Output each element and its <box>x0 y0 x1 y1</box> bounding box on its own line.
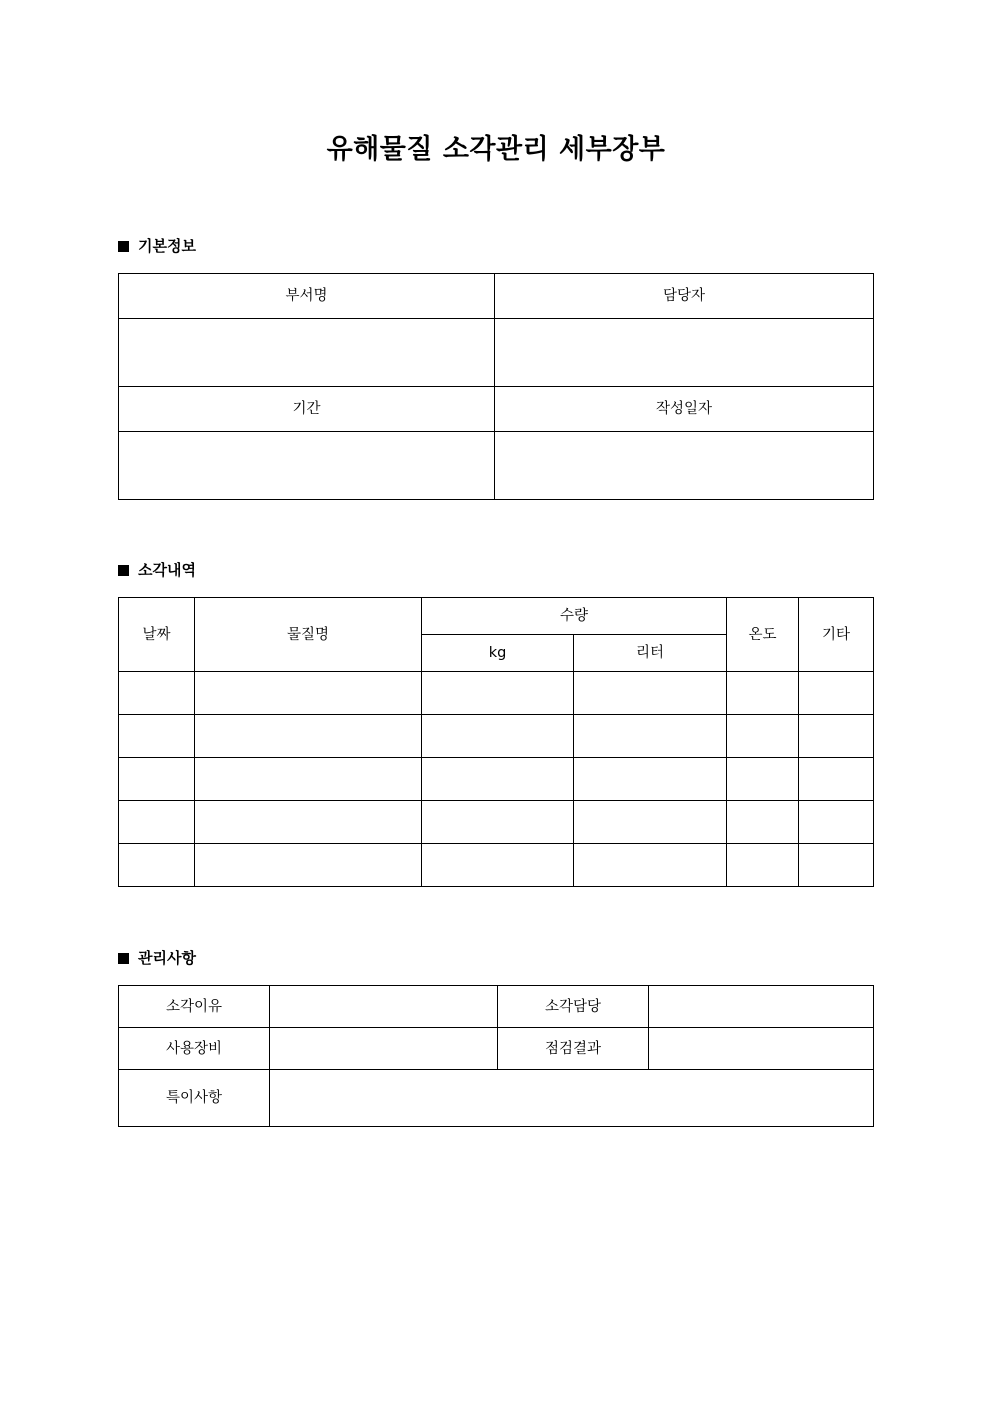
header-cell-period: 기간 <box>119 387 495 432</box>
label-cell-inspection-result: 점검결과 <box>498 1028 649 1070</box>
table-row <box>119 387 874 432</box>
input-cell-burn-reason[interactable] <box>270 986 498 1028</box>
cell-quantity-liter[interactable] <box>574 801 727 844</box>
table-row <box>119 715 874 758</box>
input-cell-department[interactable] <box>119 319 495 387</box>
table-row <box>119 319 874 387</box>
table-row <box>119 672 874 715</box>
cell-quantity-liter[interactable] <box>574 715 727 758</box>
square-bullet-icon <box>118 565 129 576</box>
input-cell-written-date[interactable] <box>495 432 874 500</box>
section-heading-label: 관리사항 <box>138 949 196 968</box>
label-cell-remarks: 특이사항 <box>119 1070 270 1127</box>
cell-date[interactable] <box>119 844 195 887</box>
section-heading-burn-record <box>118 563 874 578</box>
cell-quantity-liter[interactable] <box>574 672 727 715</box>
cell-temperature[interactable] <box>727 844 799 887</box>
cell-substance[interactable] <box>195 844 422 887</box>
header-cell-quantity-group: 수량 <box>422 598 727 635</box>
header-cell-etc: 기타 <box>799 598 874 672</box>
cell-temperature[interactable] <box>727 672 799 715</box>
square-bullet-icon <box>118 953 129 964</box>
cell-date[interactable] <box>119 672 195 715</box>
label-cell-burn-manager: 소각담당 <box>498 986 649 1028</box>
section-heading-basic-info <box>118 239 874 254</box>
table-header-row <box>119 598 874 635</box>
table-row <box>119 844 874 887</box>
table-row <box>119 986 874 1028</box>
cell-quantity-kg[interactable] <box>422 672 574 715</box>
header-cell-quantity-kg: kg <box>422 635 574 672</box>
table-row <box>119 1070 874 1127</box>
cell-etc[interactable] <box>799 715 874 758</box>
label-cell-burn-reason: 소각이유 <box>119 986 270 1028</box>
table-row <box>119 758 874 801</box>
cell-temperature[interactable] <box>727 758 799 801</box>
square-bullet-icon <box>118 241 129 252</box>
cell-etc[interactable] <box>799 672 874 715</box>
cell-substance[interactable] <box>195 672 422 715</box>
input-cell-inspection-result[interactable] <box>649 1028 874 1070</box>
header-cell-department: 부서명 <box>119 274 495 319</box>
cell-quantity-kg[interactable] <box>422 758 574 801</box>
cell-quantity-liter[interactable] <box>574 758 727 801</box>
cell-substance[interactable] <box>195 758 422 801</box>
section-heading-label: 기본정보 <box>138 237 196 256</box>
header-cell-substance: 물질명 <box>195 598 422 672</box>
section-management <box>118 951 874 1127</box>
section-burn-record <box>118 563 874 887</box>
input-cell-equipment[interactable] <box>270 1028 498 1070</box>
cell-substance[interactable] <box>195 715 422 758</box>
cell-etc[interactable] <box>799 758 874 801</box>
label-cell-equipment: 사용장비 <box>119 1028 270 1070</box>
section-heading-management <box>118 951 874 966</box>
header-cell-written-date: 작성일자 <box>495 387 874 432</box>
input-cell-period[interactable] <box>119 432 495 500</box>
header-cell-manager: 담당자 <box>495 274 874 319</box>
cell-substance[interactable] <box>195 801 422 844</box>
input-cell-burn-manager[interactable] <box>649 986 874 1028</box>
table-row <box>119 274 874 319</box>
header-cell-date: 날짜 <box>119 598 195 672</box>
management-table <box>118 985 874 1127</box>
cell-date[interactable] <box>119 715 195 758</box>
header-cell-temperature: 온도 <box>727 598 799 672</box>
table-row <box>119 432 874 500</box>
section-heading-label: 소각내역 <box>138 561 196 580</box>
cell-quantity-kg[interactable] <box>422 801 574 844</box>
cell-temperature[interactable] <box>727 801 799 844</box>
cell-quantity-liter[interactable] <box>574 844 727 887</box>
input-cell-remarks[interactable] <box>270 1070 874 1127</box>
cell-date[interactable] <box>119 758 195 801</box>
section-basic-info <box>118 239 874 500</box>
cell-date[interactable] <box>119 801 195 844</box>
input-cell-manager[interactable] <box>495 319 874 387</box>
page-title: 유해물질 소각관리 세부장부 <box>326 134 666 165</box>
cell-temperature[interactable] <box>727 715 799 758</box>
basic-info-table <box>118 273 874 500</box>
cell-quantity-kg[interactable] <box>422 844 574 887</box>
table-row <box>119 801 874 844</box>
cell-etc[interactable] <box>799 801 874 844</box>
burn-record-table <box>118 597 874 887</box>
table-row <box>119 1028 874 1070</box>
cell-quantity-kg[interactable] <box>422 715 574 758</box>
cell-etc[interactable] <box>799 844 874 887</box>
header-cell-quantity-liter: 리터 <box>574 635 727 672</box>
